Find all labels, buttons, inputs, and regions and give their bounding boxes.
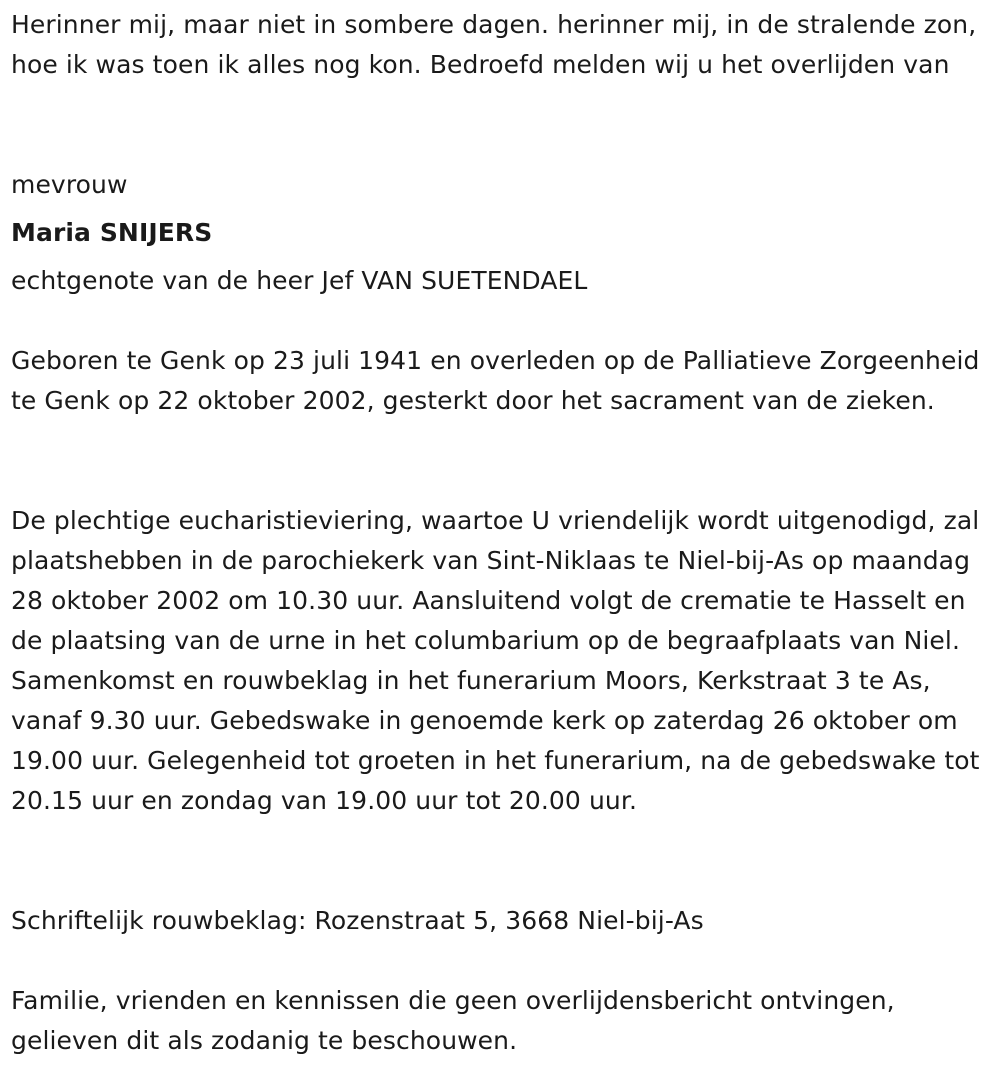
deceased-name: Maria SNIJERS (11, 218, 213, 247)
title-label: mevrouw (11, 170, 128, 199)
intro-paragraph: Herinner mij, maar niet in sombere dagen. herinner mij, in de stralende zon, hoe ik was toen ik alles nog kon. Bedroefd melden wij u het overlijden van (11, 10, 977, 79)
spouse-line: echtgenote van de heer Jef VAN SUETENDAEL (11, 266, 588, 295)
ceremony-paragraph: De plechtige eucharistieviering, waartoe U vriendelijk wordt uitgenodigd, zal plaatshebben in de parochiekerk van Sint-Niklaas te Niel-bij-As op maandag 28 oktober 2002 om 10.30 uur. Aansluitend volgt de crematie te Hasselt en de plaatsing van de urne in het columbarium op de begraafplaats van Niel. Samenkomst en rouwbeklag in het funerarium Moors, Kerkstraat 3 te As, vanaf 9.30 uur. Gebedswake in genoemde kerk op zaterdag 26 oktober om 19.00 uur. Gelegenheid tot groeten in het funerarium, na de gebedswake tot 20.15 uur en zondag van 19.00 uur tot 20.00 uur. (11, 506, 980, 815)
family-note: Familie, vrienden en kennissen die geen overlijdensbericht ontvingen, gelieven dit als zodanig te beschouwen. (11, 986, 895, 1055)
birth-death-paragraph: Geboren te Genk op 23 juli 1941 en overleden op de Palliatieve Zorgeenheid te Genk op 22 oktober 2002, gesterkt door het sacrament van de zieken. (11, 346, 980, 415)
condolence-address: Schriftelijk rouwbeklag: Rozenstraat 5, 3668 Niel-bij-As (11, 906, 704, 935)
